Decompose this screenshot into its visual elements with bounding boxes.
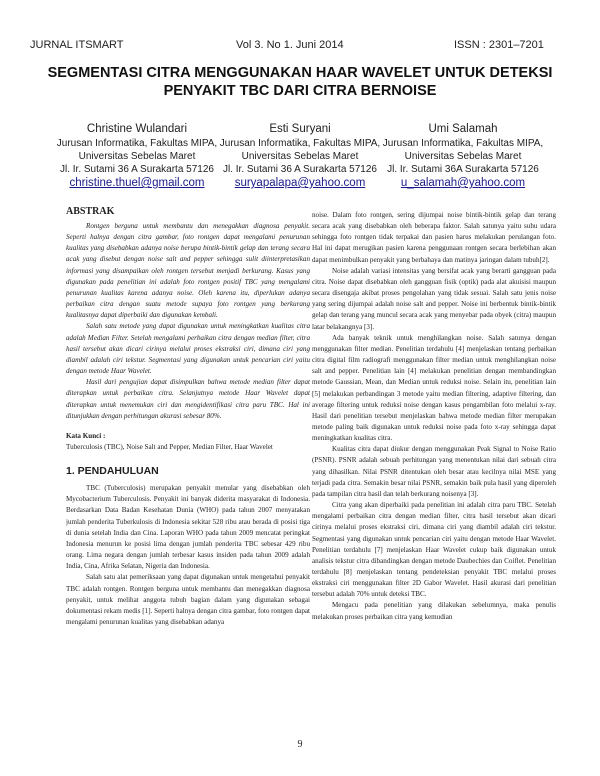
body-paragraph: Citra yang akan diperbaiki pada penelitian ini adalah citra paru TBC. Setelah mengalami perbaikan citra dengan median filter, citra hasil tersebut akan dicari cirinya melalui proses ekstraksi ciri, dimana ciri yang diambil adalah ciri tekstur. Segmentasi yang digunakan untuk pencarian ciri yaitu dengan metode Haar Wavelet. Penelitian terdahulu [7] menjelaskan Haar Wavelet cukup baik digunakan untuk analisis tekstur citra dibandingkan dengan metode Daubechies dan Coiflet. Penelitian terdahulu [8] menjelaskan tentang pendeteksian penyakit TBC melalui proses ekstraksi ciri menggunakan filter 2D Gabor Wavelet. Hasil akurasi dari penelitian tersebut adalah 70% untuk deteksi TBC. <box>312 501 556 599</box>
author-name: Christine Wulandari <box>86 123 188 135</box>
author-block <box>205 122 395 190</box>
paper-title: SEGMENTASI CITRA MENGGUNAKAN HAAR WAVELET UNTUK DETEKSI PENYAKIT TBC DARI CITRA BERNOISE <box>47 65 553 99</box>
body-paragraph: Noise adalah variasi intensitas yang bersifat acak yang berarti gangguan pada citra. Noise dapat disebabkan oleh gangguan fisik (optik) pada alat akuisisi maupun secara disengaja akibat proses pengolahan yang tidak sesuai. Salah satu jenis noise yang sering dijumpai adalah noise salt and pepper. Noise ini berbentuk bintik-bintik gelap dan terang yang muncul secara acak yang menyebar pada obyek (citra) maupun latar belakangnya [3]. <box>312 266 556 331</box>
journal-name: JURNAL ITSMART <box>30 39 124 51</box>
keywords-text: Tuberculosis (TBC), Noise Salt and Pepper, Median Filter, Haar Wavelet <box>66 442 273 451</box>
author-email-link[interactable]: u_salamah@yahoo.com <box>400 177 526 189</box>
author-affiliation: Jurusan Informatika, Fakultas MIPA, Universitas Sebelas Maret <box>382 138 544 162</box>
section-heading: 1. PENDAHULUAN <box>66 465 159 478</box>
body-paragraph: TBC (Tuberculosis) merupakan penyakit menular yang disebabkan oleh Mycobacterium Tuberculosis. Penyakit ini banyak diderita masyarakat di Indonesia. Berdasarkan Data Badan Kesehatan Dunia (WHO) pada tahun 2007 menyatakan jumlah penderita Tuberkulosis di Indonesia sekitar 528 ribu atau berada di posisi tiga di dunia setelah India dan Cina. Laporan WHO pada tahun 2009 mencatat peringkat Indonesia menurun ke posisi lima dengan jumlah penderita TBC sebesar 429 ribu orang. Lima negara dengan jumlah terbesar kasus insiden pada tahun 2009 adalah India, Cina, Afrika Selatan, Nigeria dan Indonesia. <box>66 484 310 571</box>
keywords-heading: Kata Kunci : <box>66 431 106 440</box>
author-block <box>368 122 558 190</box>
abstract-paragraph: Rontgen berguna untuk membantu dan menegakkan diagnosa penyakit. Seperti halnya dengan citra gambar, foto rontgen dapat mengalami penurunan kualitas yang disebabkan adanya noise berupa bintik-bintik gelap dan terang secara acak yang disebut dengan noise salt and pepper sehingga sulit diinterpretasikan informasi yang disampaikan oleh rontgen tersebut menjadi berkurang. Kasus yang digunakan pada penelitian ini adalah foto rontgen positif TBC yang mengalami penurunan kualitas karena adanya noise. Oleh karena itu, diperlukan adanya perbaikan citra dengan suatu metode supaya foto rontgen yang berkurang kualitasnya dapat diperbaiki dan digunakan kembali. <box>66 222 310 320</box>
author-block <box>42 122 232 190</box>
body-paragraph: Ada banyak teknik untuk menghilangkan noise. Salah satunya dengan menggunakan filter median. Penelitian terdahulu [4] menjelaskan tentang perbaikan citra digital film radiografi menggunakan filter median untuk menghilangkan noise salt and pepper. Penelitian lain [4] melakukan penelitian dengan membandingkan metode Gaussian, Mean, dan Median untuk reduksi noise. Selain itu, penelitian lain [5] melakukan perbandingan 3 metode yaitu median filtering, adaptive filtering, dan average filtering untuk reduksi noise dengan kasus pengambilan foto melalui x-ray. Hasil dari penelitian tersebut menjelaskan bahwa metode median filter merupakan metode paling baik digunakan untuk reduksi noise pada foto x-ray sehingga dapat meningkatkan kualitas citra. <box>312 333 556 443</box>
author-name: Esti Suryani <box>269 123 331 135</box>
author-address: Jl. Ir. Sutami 36 A Surakarta 57126 <box>223 164 377 175</box>
author-email-link[interactable]: suryapalapa@yahoo.com <box>234 177 366 189</box>
body-paragraph: Salah satu alat pemeriksaan yang dapat digunakan untuk mengetahui penyakit TBC adalah rontgen. Rontgen berguna untuk membantu dan menegakkan diagnosa penyakit, untuk melihat anggota tubuh bagian dalam yang digunakan sebagai dokumentasi rekam medis [1]. Seperti halnya dengan citra gambar, foto rontgen dapat mengalami penurunan kualitas yang disebabkan adanya <box>66 573 310 626</box>
author-address: Jl. Ir. Sutami 36 A Surakarta 57126 <box>60 164 214 175</box>
abstract-heading: ABSTRAK <box>66 206 115 217</box>
page-number: 9 <box>297 739 303 750</box>
journal-volume: Vol 3. No 1. Juni 2014 <box>236 39 344 51</box>
author-name: Umi Salamah <box>428 123 498 135</box>
author-affiliation: Jurusan Informatika, Fakultas MIPA, Universitas Sebelas Maret <box>219 138 381 162</box>
author-address: Jl. Ir. Sutami 36A Surakarta 57126 <box>387 164 539 175</box>
abstract-paragraph: Salah satu metode yang dapat digunakan untuk meningkatkan kualitas citra adalah Median Filter. Setelah mengalami perbaikan citra dengan median filter, citra hasil tersebut akan dicari cirinya melalui proses ekstraksi ciri, dimana ciri yang diambil adalah ciri tekstur. Segmentasi yang digunakan untuk pencarian ciri yaitu dengan metode Haar Wavelet. <box>66 322 310 376</box>
body-paragraph: noise. Dalam foto rontgen, sering dijumpai noise bintik-bintik gelap dan terang secara acak yang disebabkan oleh beberapa faktor. Salah satunya yaitu suhu udara sehingga foto rontgen tidak terpakai dan pasien harus melakukan perulangan foto. Hal ini dapat merugikan pasien karena penggunaan rontgen secara berlebihan akan dapat menimbulkan penyakit yang berbahaya dan matinya jaringan dalam tubuh[2]. <box>312 211 556 264</box>
body-paragraph: Mengacu pada penelitian yang dilakukan sebelumnya, maka penulis melakukan proses perbaikan citra yang kemudian <box>312 601 556 621</box>
right-column <box>312 210 556 734</box>
author-affiliation: Jurusan Informatika, Fakultas MIPA, Universitas Sebelas Maret <box>56 138 218 162</box>
left-column <box>66 205 310 732</box>
journal-issn: ISSN : 2301–7201 <box>454 39 544 51</box>
author-email-link[interactable]: christine.thuel@gmail.com <box>69 177 205 189</box>
body-paragraph: Kualitas citra dapat diukur dengan menggunakan Peak Signal to Noise Ratio (PSNR). PSNR adalah sebuah perhitungan yang menentukan nilai dari sebuah citra yang dihasilkan. Nilai PSNR ditentukan oleh besar atau kecilnya nilai MSE yang terjadi pada citra. Semakin besar nilai PSNR, semakin baik pula hasil yang diperoleh pada tampilan citra hasil dan telah berkurang noisenya [3]. <box>312 445 556 498</box>
abstract-paragraph: Hasil dari pengujian dapat disimpulkan bahwa metode median filter dapat diterapkan untuk perbaikan citra. Selanjutnya metode Haar Wavelet dapat diterapkan untuk menemukan ciri dan mengidentifikasi citra paru TBC. Hal ini ditunjukkan dengan perhitungan akurasi sebesar 80%. <box>66 378 310 420</box>
